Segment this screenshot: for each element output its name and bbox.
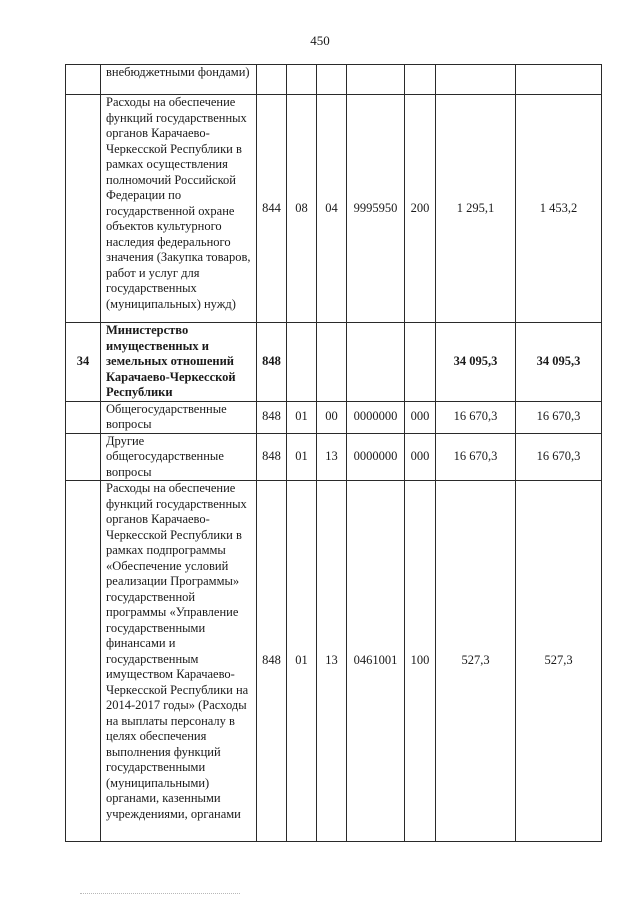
table-row [66, 95, 602, 323]
ministry-code-cell: 848 [257, 323, 287, 402]
subsection-code-cell: 13 [317, 433, 347, 481]
amount-cell-1: 16 670,3 [436, 401, 516, 433]
expense-type-cell [405, 323, 436, 402]
amount-cell-1 [436, 65, 516, 95]
section-code-cell [287, 323, 317, 402]
subsection-code-cell [317, 323, 347, 402]
subsection-code-cell: 13 [317, 481, 347, 842]
budget-table [65, 64, 602, 842]
ministry-code-cell [257, 65, 287, 95]
item-name-cell: Министерство имущественных и земельных отношений Карачаево-Черкесской Республики [101, 323, 257, 402]
section-code-cell: 01 [287, 481, 317, 842]
amount-cell-1: 527,3 [436, 481, 516, 842]
table-row [66, 401, 602, 433]
amount-cell-2 [516, 65, 602, 95]
amount-cell-2: 1 453,2 [516, 95, 602, 323]
expense-type-cell: 100 [405, 481, 436, 842]
row-number-cell [66, 433, 101, 481]
ministry-code-cell: 848 [257, 433, 287, 481]
section-code-cell: 01 [287, 433, 317, 481]
ministry-code-cell: 848 [257, 401, 287, 433]
amount-cell-1: 1 295,1 [436, 95, 516, 323]
row-number-cell [66, 481, 101, 842]
target-code-cell: 0000000 [347, 401, 405, 433]
table-row [66, 323, 602, 402]
item-name-cell: Другие общегосударственные вопросы [101, 433, 257, 481]
amount-cell-1: 34 095,3 [436, 323, 516, 402]
amount-cell-2: 34 095,3 [516, 323, 602, 402]
target-code-cell: 0000000 [347, 433, 405, 481]
ministry-code-cell: 844 [257, 95, 287, 323]
amount-cell-2: 16 670,3 [516, 401, 602, 433]
target-code-cell: 0461001 [347, 481, 405, 842]
item-name-cell: Расходы на обеспечение функций государственных органов Карачаево-Черкесской Республики в рамках осуществления полномочий Российской Федерации по государственной охране объектов культурного наследия федерального значения (Закупка товаров, работ и услуг для государственных (муниципальных) нужд) [101, 95, 257, 323]
item-name-cell: Расходы на обеспечение функций государственных органов Карачаево-Черкесской Республики в рамках подпрограммы «Обеспечение условий реализации Программы» государственной программы «Управление государственными финансами и государственным имуществом Карачаево-Черкесской Республики на 2014-2017 годы» (Расходы на выплаты персоналу в целях обеспечения выполнения функций государственными (муниципальными) органами, казенными учреждениями, органами [101, 481, 257, 842]
table-row [66, 481, 602, 842]
table-row [66, 433, 602, 481]
target-code-cell [347, 323, 405, 402]
row-number-cell [66, 401, 101, 433]
row-number-cell [66, 65, 101, 95]
subsection-code-cell [317, 65, 347, 95]
table-row [66, 65, 602, 95]
row-number-cell [66, 95, 101, 323]
item-name-cell: Общегосударственные вопросы [101, 401, 257, 433]
subsection-code-cell: 04 [317, 95, 347, 323]
section-code-cell: 08 [287, 95, 317, 323]
expense-type-cell: 200 [405, 95, 436, 323]
scan-bottom-rule [80, 893, 240, 894]
amount-cell-2: 527,3 [516, 481, 602, 842]
expense-type-cell [405, 65, 436, 95]
target-code-cell [347, 65, 405, 95]
page-number: 450 [310, 33, 330, 48]
amount-cell-1: 16 670,3 [436, 433, 516, 481]
item-name-cell: внебюджетными фондами) [101, 65, 257, 95]
section-code-cell [287, 65, 317, 95]
expense-type-cell: 000 [405, 433, 436, 481]
amount-cell-2: 16 670,3 [516, 433, 602, 481]
section-code-cell: 01 [287, 401, 317, 433]
ministry-code-cell: 848 [257, 481, 287, 842]
expense-type-cell: 000 [405, 401, 436, 433]
subsection-code-cell: 00 [317, 401, 347, 433]
target-code-cell: 9995950 [347, 95, 405, 323]
row-number-cell: 34 [66, 323, 101, 402]
